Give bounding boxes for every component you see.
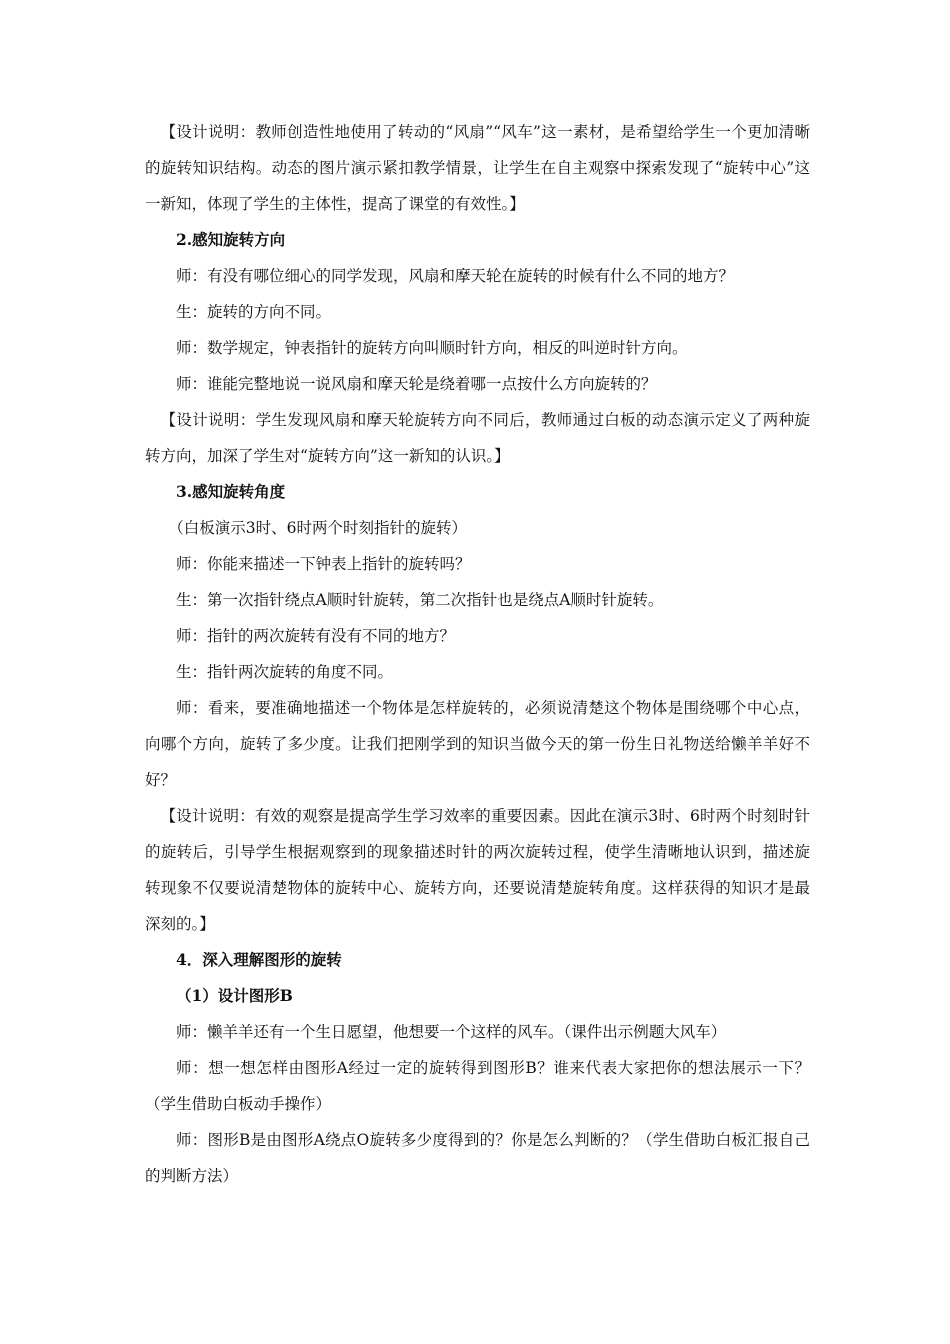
dialogue-line: 生：第一次指针绕点A顺时针旋转，第二次指针也是绕点A顺时针旋转。 bbox=[176, 591, 664, 609]
dialogue-line: 师：指针的两次旋转有没有不同的地方？ bbox=[176, 627, 456, 645]
design-note-3: 【设计说明：有效的观察是提高学生学习效率的重要因素。因此在演示3时、6时两个时刻时针的旋转后，引导学生根据观察到的现象描述时针的两次旋转过程，使学生清晰地认识到，描述旋转现象不仅要说清楚物体的旋转中心、旋转方向，还要说清楚旋转角度。这样获得的知识才是最深刻的。】 bbox=[145, 807, 810, 933]
dialogue-line: 生：指针两次旋转的角度不同。 bbox=[176, 663, 394, 681]
design-note-1: 【设计说明：教师创造性地使用了转动的“风扇”“风车”这一素材，是希望给学生一个更加清晰的旋转知识结构。动态的图片演示紧扣教学情景，让学生在自主观察中探索发现了“旋转中心”这一新知，体现了学生的主体性，提高了课堂的有效性。】 bbox=[145, 123, 810, 213]
document-page bbox=[145, 114, 810, 1194]
stage-direction: （白板演示3时、6时两个时刻指针的旋转） bbox=[168, 519, 467, 537]
dialogue-line: 师：数学规定，钟表指针的旋转方向叫顺时针方向，相反的叫逆时针方向。 bbox=[176, 339, 688, 357]
dialogue-line: 师：想一想怎样由图形A经过一定的旋转得到图形B？谁来代表大家把你的想法展示一下？（学生借助白板动手操作） bbox=[145, 1059, 810, 1113]
dialogue-line: 师：看来，要准确地描述一个物体是怎样旋转的，必须说清楚这个物体是围绕哪个中心点，向哪个方向，旋转了多少度。让我们把刚学到的知识当做今天的第一份生日礼物送给懒羊羊好不好？ bbox=[145, 699, 810, 789]
dialogue-line: 生：旋转的方向不同。 bbox=[176, 303, 332, 321]
section-heading-figure-rotation: 4．深入理解图形的旋转 bbox=[176, 950, 342, 969]
design-note-2: 【设计说明：学生发现风扇和摩天轮旋转方向不同后，教师通过白板的动态演示定义了两种旋转方向，加深了学生对“旋转方向”这一新知的认识。】 bbox=[145, 411, 810, 465]
dialogue-line: 师：谁能完整地说一说风扇和摩天轮是绕着哪一点按什么方向旋转的？ bbox=[176, 375, 657, 393]
dialogue-line: 师：图形B是由图形A绕点O旋转多少度得到的？你是怎么判断的？（学生借助白板汇报自己的判断方法） bbox=[145, 1131, 810, 1185]
dialogue-line: 师：懒羊羊还有一个生日愿望，他想要一个这样的风车。（课件出示例题大风车） bbox=[176, 1023, 727, 1041]
dialogue-line: 师：有没有哪位细心的同学发现，风扇和摩天轮在旋转的时候有什么不同的地方？ bbox=[176, 267, 735, 285]
subsection-heading-design-figure-b: （1）设计图形B bbox=[176, 986, 293, 1005]
section-heading-rotation-direction: 2.感知旋转方向 bbox=[176, 230, 286, 249]
section-heading-rotation-angle: 3.感知旋转角度 bbox=[176, 482, 286, 501]
dialogue-line: 师：你能来描述一下钟表上指针的旋转吗？ bbox=[176, 555, 471, 573]
